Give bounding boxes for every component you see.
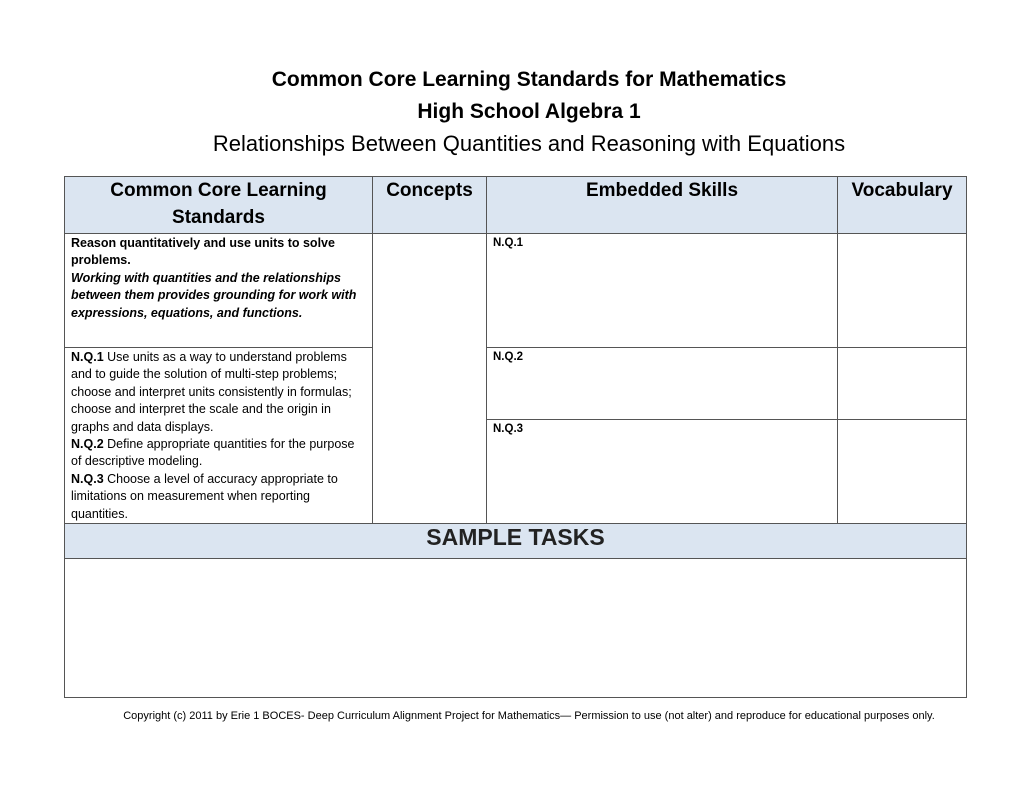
standard-text: Use units as a way to understand problems and to guide the solution of multi-step problems; choose and interpret units consistently in formulas; choose and interpret the scale and the origin in graphs and data displays.	[71, 350, 352, 434]
vocabulary-cell	[838, 234, 967, 348]
column-header-vocabulary: Vocabulary	[838, 177, 967, 234]
standards-table	[64, 176, 967, 698]
table-row	[65, 234, 967, 348]
sample-tasks-row	[65, 559, 967, 698]
standard-code: N.Q.2	[71, 437, 104, 452]
document-title: Common Core Learning Standards for Mathematics	[271, 68, 787, 91]
standard-text: Choose a level of accuracy appropriate to limitations on measurement when reporting quantities.	[71, 471, 338, 521]
copyright-footer: Copyright (c) 2011 by Erie 1 BOCES- Deep Curriculum Alignment Project for Mathematics— Permission to use (not alter) and reproduce for educational purposes only.	[123, 710, 935, 722]
cluster-cell	[65, 234, 373, 348]
document-subtitle: High School Algebra 1	[417, 100, 641, 123]
sample-tasks-header-row	[65, 524, 967, 559]
column-header-embedded-skills: Embedded Skills	[487, 177, 838, 234]
table-header-row	[65, 177, 967, 234]
standards-cell	[65, 348, 373, 524]
table-row	[65, 348, 967, 420]
sample-tasks-cell	[65, 559, 967, 698]
column-header-standards: Common Core Learning Standards	[65, 177, 373, 234]
concepts-cell	[373, 234, 487, 524]
standard-code: N.Q.3	[71, 471, 104, 486]
skill-code: N.Q.1	[493, 237, 524, 249]
skill-cell	[487, 419, 838, 523]
skill-code: N.Q.3	[493, 422, 524, 435]
skill-code: N.Q.2	[493, 351, 524, 363]
standard-code: N.Q.1	[71, 350, 104, 364]
column-header-concepts: Concepts	[373, 177, 487, 234]
skill-cell	[487, 234, 838, 348]
unit-title: Relationships Between Quantities and Reasoning with Equations	[212, 131, 846, 156]
vocabulary-cell	[838, 419, 967, 523]
standard-text: Define appropriate quantities for the purpose of descriptive modeling.	[71, 437, 355, 469]
skill-cell	[487, 348, 838, 420]
cluster-heading: Reason quantitatively and use units to solve problems.	[71, 236, 335, 268]
sample-tasks-heading: SAMPLE TASKS	[65, 524, 967, 559]
cluster-emphasis: Working with quantities and the relationships between them provides grounding for work with expressions, equations, and functions.	[71, 270, 357, 320]
vocabulary-cell	[838, 348, 967, 420]
document-title-block	[64, 64, 994, 160]
